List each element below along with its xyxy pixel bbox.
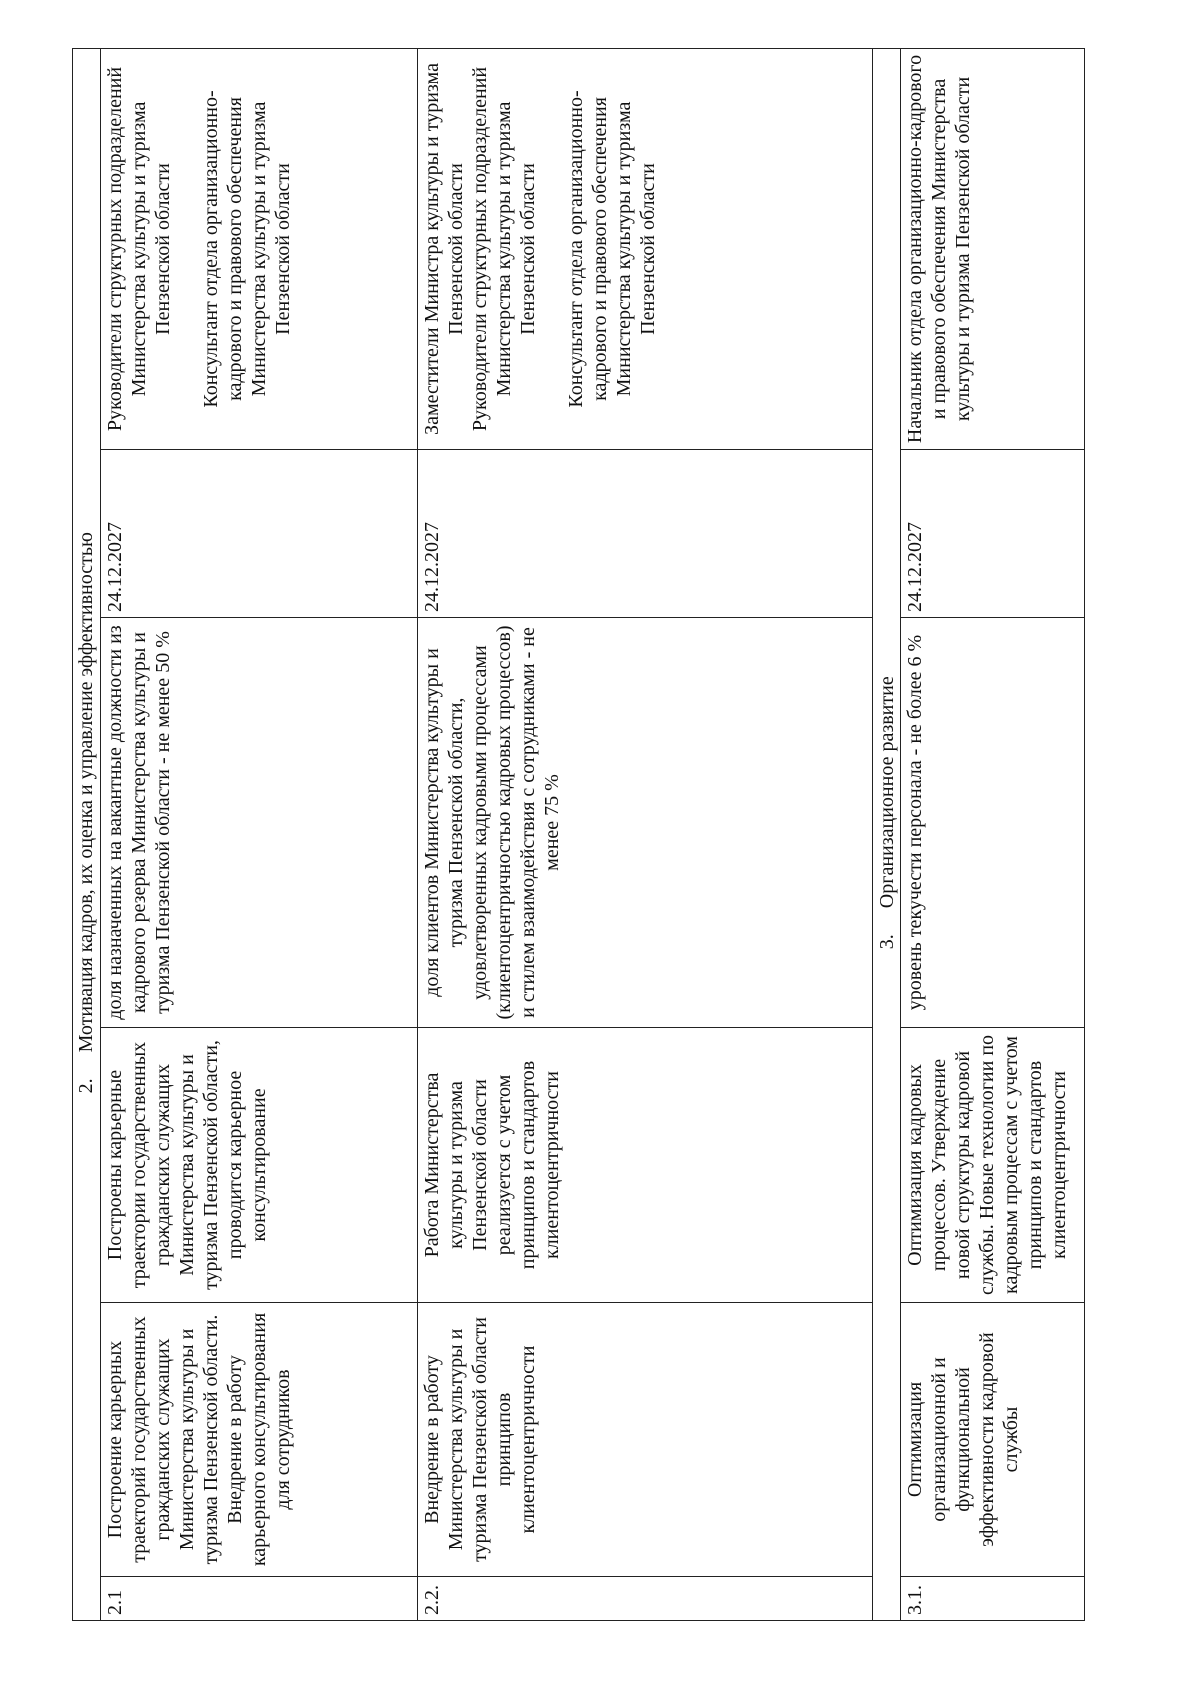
section-3-title-cell (873, 48, 901, 1576)
section-header-spacer (73, 1577, 101, 1621)
table-row (100, 48, 417, 1620)
row-activity: Оптимизация организационной и функциональной эффективности кадровой службы (900, 1303, 1084, 1577)
section-3-header (873, 48, 901, 1620)
table-row (418, 48, 873, 1620)
row-result: Оптимизация кадровых процессов. Утверждение новой структуры кадровой службы. Новые технологии по кадровым процессам с учетом принципов и стандартов клиентоцентричности (900, 1028, 1084, 1303)
rotated-page (72, 49, 1085, 1621)
row-indicator: уровень текучести персонала - не более 6 % (900, 618, 1084, 1028)
row-activity: Внедрение в работу Министерства культуры и туризма Пензенской области принципов клиентоцентричности (418, 1303, 873, 1577)
section-2-header (73, 48, 101, 1620)
row-result: Построены карьерные траектории государственных гражданских служащих Министерства культуры и туризма Пензенской области, проводится карьерное консультирование (100, 1028, 417, 1303)
row-indicator: доля назначенных на вакантные должности из кадрового резерва Министерства культуры и туризма Пензенской области - не менее 50 % (100, 618, 417, 1028)
row-result: Работа Министерства культуры и туризма Пензенской области реализуется с учетом принципов и стандартов клиентоцентричности (418, 1028, 873, 1303)
row-number: 3.1. (900, 1577, 1084, 1621)
row-date: 24.12.2027 (418, 450, 873, 618)
row-number: 2.2. (418, 1577, 873, 1621)
row-responsible: Руководители структурных подразделений Министерства культуры и туризма Пензенской области Консультант отдела организационно-кадрового и правового обеспечения Министерства культуры и туризма Пензенской области (100, 48, 417, 449)
row-responsible: Начальник отдела организационно-кадрового и правового обеспечения Министерства культуры и туризма Пензенской области (900, 48, 1084, 449)
row-number: 2.1 (100, 1577, 417, 1621)
section-2-title: Мотивация кадров, их оценка и управление эффективностью (75, 532, 98, 1053)
section-3-title: Организационное развитие (875, 676, 898, 909)
plan-table (72, 48, 1085, 1621)
row-activity: Построение карьерных траекторий государственных гражданских служащих Министерства культуры и туризма Пензенской области. Внедрение в работу карьерного консультирования для сотрудников (100, 1303, 417, 1577)
table-row (900, 48, 1084, 1620)
row-date: 24.12.2027 (900, 450, 1084, 618)
row-responsible: Заместители Министра культуры и туризма Пензенской области Руководители структурных подразделений Министерства культуры и туризма Пензенской области Консультант отдела организационно-кадрового и правового обеспечения Министерства культуры и туризма Пензенской области (418, 48, 873, 449)
section-header-spacer (873, 1577, 901, 1621)
row-indicator: доля клиентов Министерства культуры и туризма Пензенской области, удовлетворенных кадровыми процессами (клиентоцентричностью кадровых процессов) и стилем взаимодействия с сотрудниками - не менее 75 % (418, 618, 873, 1028)
row-date: 24.12.2027 (100, 450, 417, 618)
section-2-title-cell (73, 48, 101, 1576)
section-2-number: 2. (75, 1078, 98, 1094)
section-3-number: 3. (875, 934, 898, 950)
